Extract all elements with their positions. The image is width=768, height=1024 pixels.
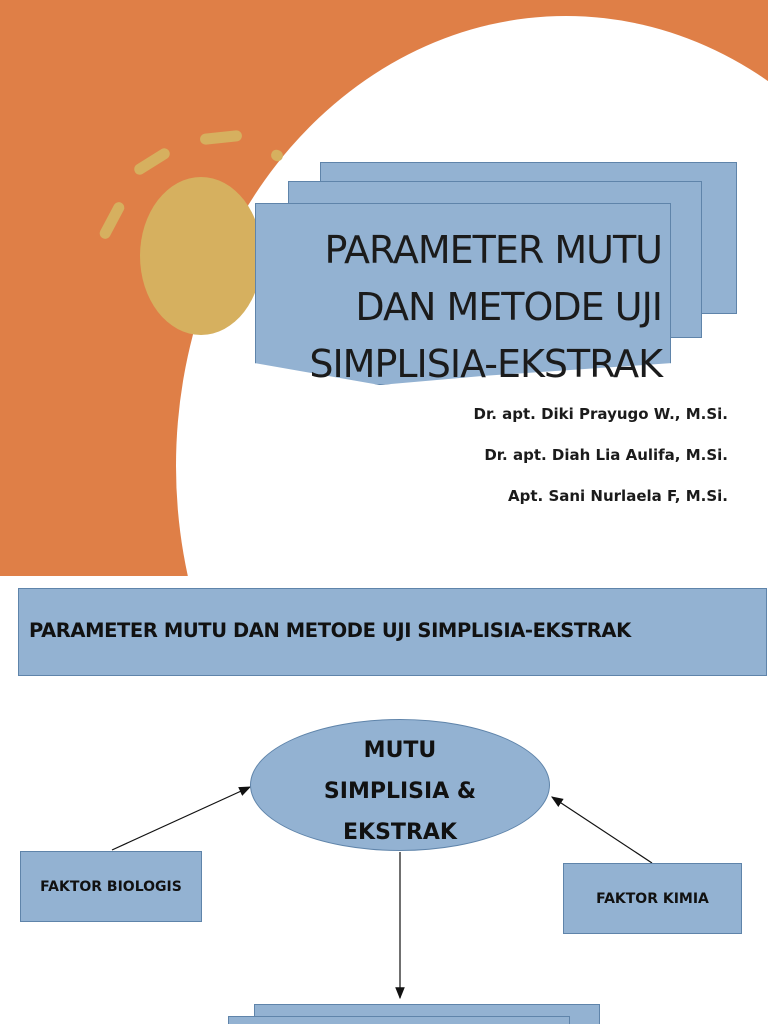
author-list <box>474 402 729 525</box>
sun-ray-decoration <box>132 146 172 177</box>
center-label: MUTU SIMPLISIA & EKSTRAK <box>323 738 477 845</box>
author-name: Dr. apt. Diki Prayugo W., M.Si. <box>473 405 728 423</box>
slide-title <box>260 222 662 393</box>
sun-ray-decoration <box>200 130 243 145</box>
faktor-kimia-box <box>563 863 742 934</box>
arrow-right <box>552 797 652 863</box>
title-line: SIMPLISIA-EKSTRAK <box>309 342 662 386</box>
title-line: PARAMETER MUTU <box>324 228 662 272</box>
title-line: DAN METODE UJI <box>355 285 662 329</box>
sun-ray-decoration <box>98 200 126 240</box>
faktor-biologis-box <box>20 851 202 922</box>
header-title: PARAMETER MUTU DAN METODE UJI SIMPLISIA-EKSTRAK <box>29 619 631 642</box>
bottom-box-front <box>228 1016 570 1024</box>
faktor-biologis-label: FAKTOR BIOLOGIS <box>40 878 182 895</box>
author-name: Apt. Sani Nurlaela F, M.Si. <box>508 487 728 505</box>
sun-decoration-icon <box>140 177 262 335</box>
faktor-kimia-label: FAKTOR KIMIA <box>596 890 709 907</box>
diagram-slide <box>0 576 768 1024</box>
author-name: Dr. apt. Diah Lia Aulifa, M.Si. <box>484 446 728 464</box>
arrow-left <box>112 787 250 850</box>
